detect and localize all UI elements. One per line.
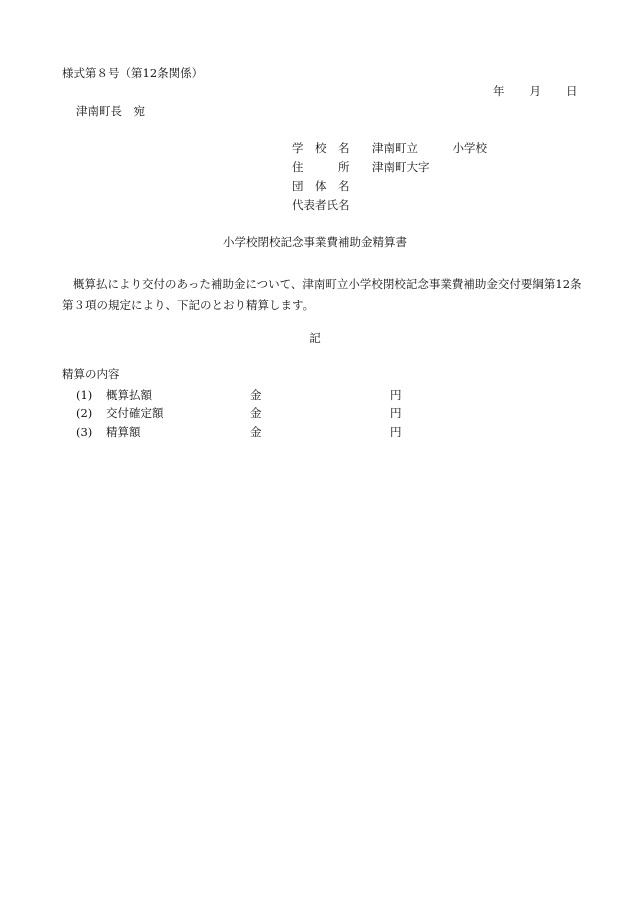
- school-value: 津南町立 小学校: [372, 141, 487, 155]
- item-number: (3): [76, 425, 93, 439]
- form-number: 様式第８号（第12条関係）: [62, 66, 204, 80]
- item-kin: 金: [250, 406, 262, 420]
- applicant-school-row: [292, 143, 487, 155]
- address-value: 津南町大字: [372, 160, 430, 174]
- date-month: 月: [529, 84, 541, 98]
- item-kin: 金: [250, 388, 262, 402]
- group-label: 団 体 名: [292, 179, 350, 193]
- applicant-representative-row: [292, 200, 372, 212]
- item-yen: 円: [390, 406, 402, 420]
- date-line: [493, 86, 578, 98]
- applicant-group-row: [292, 181, 372, 193]
- item-name: 概算払額: [106, 388, 152, 402]
- applicant-address-row: [292, 162, 430, 174]
- item-kin: 金: [250, 425, 262, 439]
- item-number: (1): [76, 388, 93, 402]
- date-day: 日: [566, 84, 578, 98]
- item-name: 交付確定額: [106, 406, 164, 420]
- address-label: 住 所: [292, 160, 350, 174]
- school-label: 学 校 名: [292, 141, 350, 155]
- contents-heading: 精算の内容: [62, 367, 120, 381]
- date-year: 年: [493, 84, 505, 98]
- body-text: 概算払により交付のあった補助金について、津南町立小学校閉校記念事業費補助金交付要綱第12条第３項の規定により、下記のとおり精算します。: [62, 277, 582, 312]
- addressee: 津南町長 宛: [76, 104, 145, 118]
- ki-heading: 記: [309, 331, 321, 345]
- representative-label: 代表者氏名: [292, 198, 350, 212]
- item-yen: 円: [390, 425, 402, 439]
- item-name: 精算額: [106, 425, 141, 439]
- item-number: (2): [76, 406, 93, 420]
- document-title: 小学校閉校記念事業費補助金精算書: [223, 235, 407, 249]
- item-yen: 円: [390, 388, 402, 402]
